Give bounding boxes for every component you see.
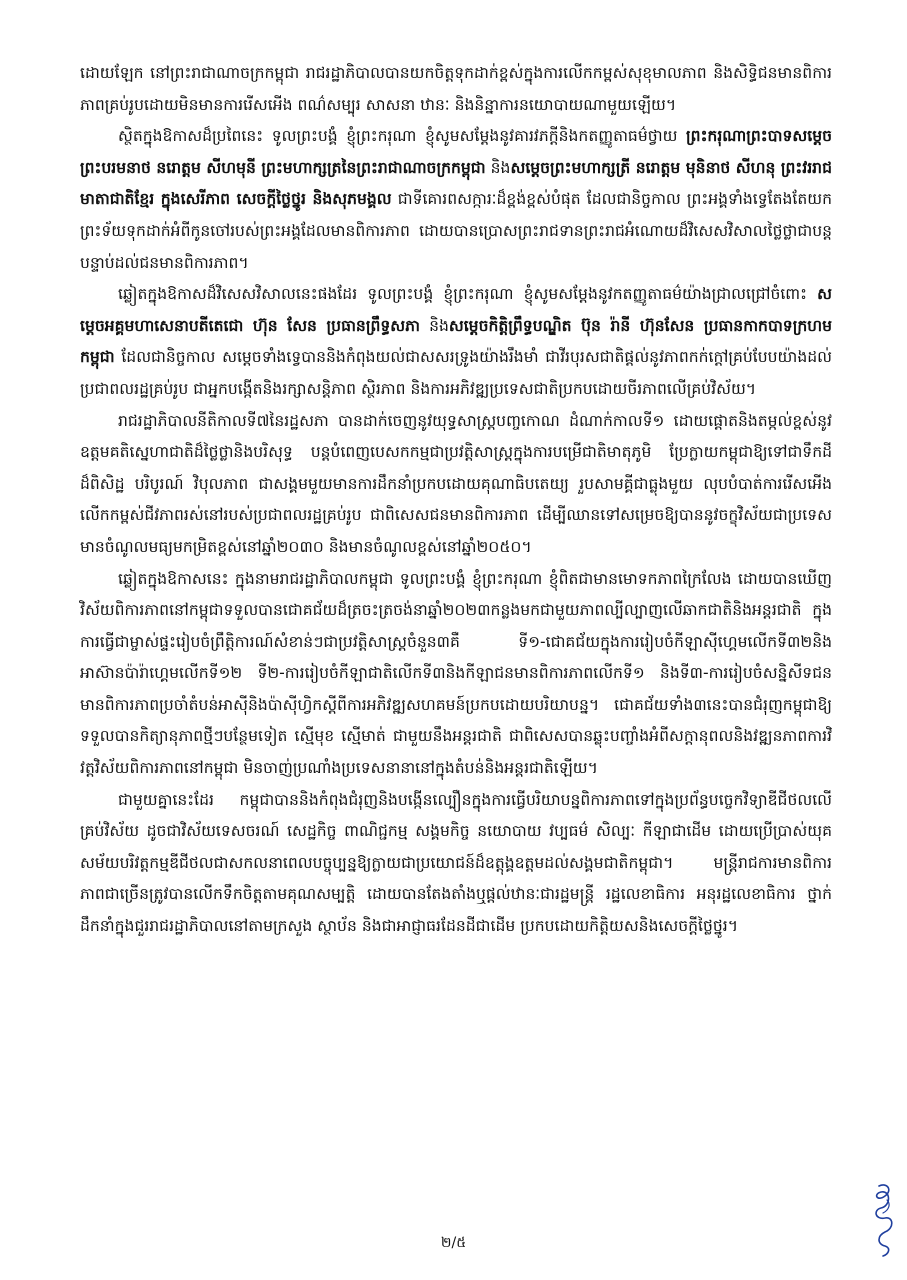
emphasized-text: សម្តេចអគ្គមហាសេនាបតីតេជោ ហ៊ុន សែន ប្រធានព្រឹទ្ធសភា <box>80 285 832 335</box>
paragraph <box>80 406 832 564</box>
paragraph-text: ជាមួយគ្នានេះដែរ កម្ពុជាបាននិងកំពុងជំរុញនិងបង្កើនល្បឿនក្នុងការធ្វើបរិយាបន្នពិការភាពទៅក្នុងប្រព័ន្ធបច្ចេកវិទ្យាឌីជីថលលើគ្រប់វិស័យ ដូចជាវិស័យទេសចរណ៍ សេដ្ឋកិច្ច ពាណិជ្ជកម្ម សង្គមកិច្ច នយោបាយ វប្បធម៌ សិល្បៈ កីឡាជាដើម ដោយប្រើប្រាស់យុគសម័យបរិវត្តកម្មឌីជីថលជាសកលនាពេលបច្ចុប្បន្នឱ្យក្លាយជាប្រយោជន៍ដ៏ឧត្តុង្គឧត្តមដល់សង្គមជាតិកម្ពុជា។ មន្ត្រីរាជការមានពិការភាពជាច្រើនត្រូវបានលើកទឹកចិត្តតាមគុណសម្បត្តិ ដោយបានតែងតាំងឬផ្តល់ឋានៈជារដ្ឋមន្ត្រី រដ្ឋលេខាធិការ អនុរដ្ឋលេខាធិការ ថ្នាក់ដឹកនាំក្នុងជួររាជរដ្ឋាភិបាលនៅតាមក្រសួង ស្ថាប័ន និងជាអាជ្ញាធរដែនដីជាដើម ប្រកបដោយកិត្តិយសនិងសេចក្តីថ្លៃថ្នូរ។ <box>80 790 832 936</box>
paragraph-text: និង <box>485 158 511 177</box>
paragraph <box>80 564 832 785</box>
paragraph-text: ដោយឡែក នៅព្រះរាជាណាចក្រកម្ពុជា រាជរដ្ឋាភិបាលបានយកចិត្តទុកដាក់ខ្ពស់ក្នុងការលើកកម្ពស់សុខុមាលភាព និងសិទ្ធិជនមានពិការភាពគ្រប់រូបដោយមិនមានការរើសអើង ពណ៌សម្បុរ សាសនា ឋានៈ និងនិន្នាការនយោបាយណាមួយឡើយ។ <box>80 64 832 114</box>
emphasized-text: សម្តេចព្រះមហាក្សត្រី នរោត្តម មុនិនាថ សីហនុ ព្រះវររាជមាតាជាតិខ្មែរ ក្នុងសេរីភាព សេចក្តីថ្លៃថ្នូរ និងសុភមង្គល <box>80 158 832 209</box>
paragraph <box>80 785 832 943</box>
paragraph-text: រាជរដ្ឋាភិបាលនីតិកាលទី៧នៃរដ្ឋសភា បានដាក់ចេញនូវយុទ្ធសាស្ត្របញ្ចកោណ ដំណាក់កាលទី១ ដោយផ្តោតនិងតម្កល់ខ្ពស់នូវឧត្តមគតិស្នេហាជាតិដ៏ថ្លៃថ្លានិងបរិសុទ្ធ បន្តបំពេញបេសកកម្មជាប្រវត្តិសាស្ត្រក្នុងការបម្រើជាតិមាតុភូមិ ប្រែក្លាយកម្ពុជាឱ្យទៅជាទឹកដីដ៏ពិសិដ្ឋ បរិបូរណ៍ វិបុលភាព ជាសង្គមមួយមានការដឹកនាំប្រកបដោយគុណាធិបតេយ្យ រួបសាមគ្គីជាធ្លុងមួយ លុបបំបាត់ការរើសអើង លើកកម្ពស់ជីវភាពរស់នៅរបស់ប្រជាពលរដ្ឋគ្រប់រូប ជាពិសេសជនមានពិការភាព ដើម្បីឈានទៅសម្រេចឱ្យបាននូវចក្ខុវិស័យជាប្រទេសមានចំណូលមធ្យមកម្រិតខ្ពស់នៅឆ្នាំ២០៣០ និងមានចំណូលខ្ពស់នៅឆ្នាំ២០៥០។ <box>80 411 832 556</box>
document-body <box>80 58 832 943</box>
signature-icon <box>865 1180 899 1260</box>
paragraph <box>80 58 832 121</box>
paragraph-text: ដែលជានិច្ចកាល សម្តេចទាំងទ្វេបាននិងកំពុងយល់ជាសសរទ្រូងយ៉ាងរឹងមាំ ជាវីរបុរសជាតិផ្តល់នូវភាពកក់ក្តៅគ្រប់បែបយ៉ាងដល់ប្រជាពលរដ្ឋគ្រប់រូប ជាអ្នកបង្កើតនិងរក្សាសន្តិភាព ស្ថិរភាព និងការអភិវឌ្ឍប្រទេសជាតិប្រកបដោយចីរភាពលើគ្រប់វិស័យ។ <box>80 348 832 398</box>
paragraph <box>80 279 832 405</box>
paragraph-text: និង <box>419 316 449 335</box>
emphasized-text: ព្រះករុណាព្រះបាទសម្តេចព្រះបរមនាថ នរោត្តម សីហមុនី ព្រះមហាក្សត្រនៃព្រះរាជាណាចក្រកម្ពុជា <box>80 127 832 177</box>
paragraph <box>80 121 832 279</box>
page-number: ២/៥ <box>440 1235 467 1251</box>
paragraph-text: ឆ្លៀតក្នុងឱកាសនេះ ក្នុងនាមរាជរដ្ឋាភិបាលកម្ពុជា ទូលព្រះបង្គំ ខ្ញុំព្រះករុណា ខ្ញុំពិតជាមានមោទកភាពក្រៃលែង ដោយបានឃើញវិស័យពិការភាពនៅកម្ពុជាទទួលបានជោគជ័យដ៏ត្រចះត្រចង់នាឆ្នាំ២០២៣កន្លងមកជាមួយភាពល្បីល្បាញលើឆាកជាតិនិងអន្តរជាតិ ក្នុងការធ្វើជាម្ចាស់ផ្ទះរៀបចំព្រឹត្តិការណ៍សំខាន់ៗជាប្រវត្តិសាស្ត្រចំនួន៣គឺ ទី១-ជោគជ័យក្នុងការរៀបចំកីឡាស៊ីហ្គេមលើកទី៣២និងអាស៊ានប៉ារ៉ាហ្គេមលើកទី១២ ទី២-ការរៀបចំកីឡាជាតិលើកទី៣និងកីឡាជនមានពិការភាពលើកទី១ និងទី៣-ការរៀបចំសន្និសីទជនមានពិការភាពប្រចាំតំបន់អាស៊ីនិងប៉ាស៊ីហ្វិកស្តីពីការអភិវឌ្ឍសហគមន៍ប្រកបដោយបរិយាបន្ន។ ជោគជ័យទាំង៣នេះបានជំរុញកម្ពុជាឱ្យទទួលបានកិត្យានុភាពថ្មីៗបន្ថែមទៀត ស្មើមុខ ស្មើមាត់ ជាមួយនឹងអន្តរជាតិ ជាពិសេសបានឆ្លុះបញ្ចាំងអំពីសក្តានុពលនិងវឌ្ឍនភាពការវិវត្តវិស័យពិការភាពនៅកម្ពុជា មិនចាញ់ប្រណាំងប្រទេសនានានៅក្នុងតំបន់និងអន្តរជាតិឡើយ។ <box>80 569 832 778</box>
paragraph-text: ជាទីគោរពសក្ការៈដ៏ខ្ពង់ខ្ពស់បំផុត ដែលជានិច្ចកាល ព្រះអង្គទាំងទ្វេតែងតែយកព្រះទ័យទុកដាក់អំពីកូនចៅរបស់ព្រះអង្គដែលមានពិការភាព ដោយបានប្រោសព្រះរាជទានព្រះរាជអំណោយដ៏វិសេសវិសាលថ្លៃថ្លាជាបន្តបន្ទាប់ដល់ជនមានពិការភាព។ <box>80 190 832 272</box>
paragraph-text: ឆ្លៀតក្នុងឱកាសដ៏វិសេសវិសាលនេះផងដែរ ទូលព្រះបង្គំ ខ្ញុំព្រះករុណា ខ្ញុំសូមសម្តែងនូវកតញ្ញូតាធម៌យ៉ាងជ្រាលជ្រៅចំពោះ <box>118 285 818 304</box>
emphasized-text: សម្តេចកិត្តិព្រឹទ្ធបណ្ឌិត ប៊ុន រ៉ានី ហ៊ុនសែន ប្រធានកាកបាទក្រហមកម្ពុជា <box>80 316 832 367</box>
paragraph-text: ស្ថិតក្នុងឱកាសដ៏ប្រពៃនេះ ទូលព្រះបង្គំ ខ្ញុំព្រះករុណា ខ្ញុំសូមសម្តែងនូវគារវភក្តីនិងកតញ្ញូតាធម៌ថ្វាយ <box>118 127 687 146</box>
